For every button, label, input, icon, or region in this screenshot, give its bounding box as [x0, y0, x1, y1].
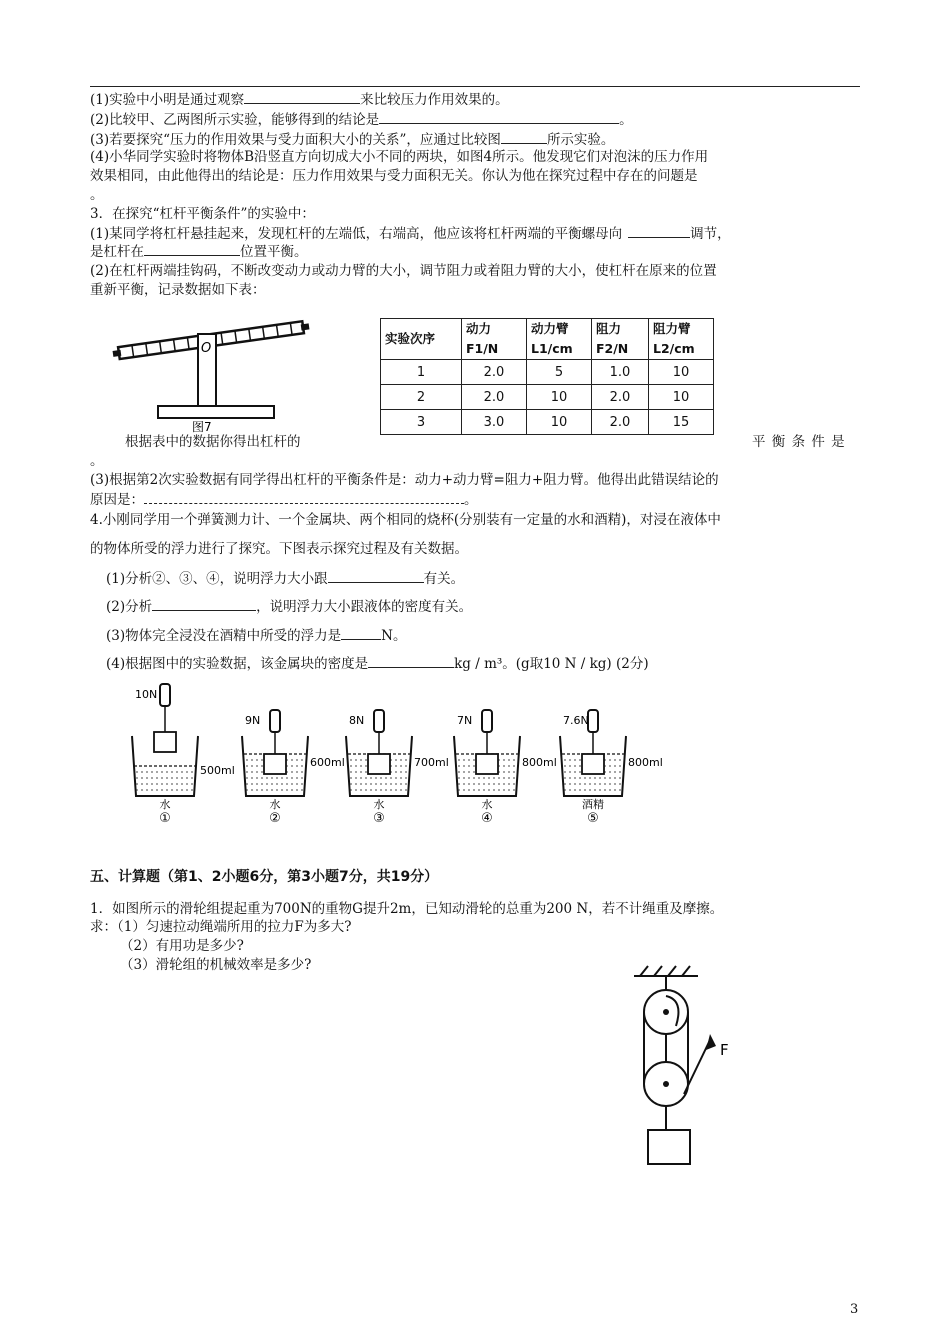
- metal-block: [264, 754, 286, 774]
- liquid-label: 水: [373, 798, 385, 811]
- question-line: (2)在杠杆两端挂钩码，不断改变动力或动力臂的大小，调节阻力或着阻力臂的大小，使杠杆在原来的位置: [90, 263, 717, 279]
- lever-figure: [112, 300, 312, 436]
- question-text: (1)分析②、③、④，说明浮力大小跟: [106, 571, 328, 587]
- table-cell: 2.0: [592, 385, 649, 410]
- table-cell: 2.0: [462, 385, 527, 410]
- beaker-setup: [454, 710, 557, 826]
- question-line: [106, 626, 406, 645]
- liquid-label: 水: [481, 798, 493, 811]
- spring-scale: [588, 710, 598, 732]
- fulcrum-label: O: [201, 341, 212, 356]
- question-text: kg / m³。(g取10 N / kg) (2分): [454, 656, 649, 672]
- question-line: [106, 654, 649, 673]
- buoyancy-figure: [120, 680, 680, 826]
- question-line: 。: [90, 453, 104, 469]
- beaker-setup: [346, 710, 449, 826]
- question-line: (4)小华同学实验时将物体B沿竖直方向切成大小不同的两块，如图4所示。他发现它们对泡沫的压力作用: [90, 149, 709, 165]
- table-cell: 1: [381, 360, 462, 385]
- question-line: [90, 224, 731, 243]
- question-line: 。: [90, 187, 104, 203]
- page-number: 3: [850, 1302, 859, 1317]
- question-text: N。: [381, 628, 407, 644]
- force-arrow-icon: [706, 1034, 716, 1050]
- lever-base: [158, 406, 274, 418]
- question-text: 。: [464, 492, 478, 508]
- liquid-label: 水: [269, 798, 281, 811]
- question-text: 。: [619, 112, 633, 128]
- answer-blank[interactable]: [144, 242, 240, 256]
- force-reading: 7N: [457, 714, 473, 727]
- table-header-row: [381, 319, 714, 360]
- question-line: 求：（1）匀速拉动绳端所用的拉力F为多大?: [90, 919, 352, 935]
- liquid-label: 水: [159, 798, 171, 811]
- answer-blank[interactable]: [341, 626, 381, 640]
- question-line: [90, 90, 509, 109]
- answer-blank[interactable]: [628, 224, 690, 238]
- question-line: 1．如图所示的滑轮组提起重为700N的重物G提升2m，已知动滑轮的总重为200 N，若不计绳重及摩擦。: [90, 901, 724, 917]
- question-line: [90, 490, 478, 509]
- volume-reading: 600ml: [310, 756, 345, 769]
- question-text: (3)物体完全浸没在酒精中所受的浮力是: [106, 628, 342, 644]
- question-text: ，说明浮力大小跟液体的密度有关。: [256, 599, 473, 615]
- table-cell: 1.0: [592, 360, 649, 385]
- force-reading: 9N: [245, 714, 261, 727]
- question-3-title: 3．在探究“杠杆平衡条件”的实验中：: [90, 206, 315, 222]
- metal-block: [368, 754, 390, 774]
- volume-reading: 800ml: [628, 756, 663, 769]
- setup-index: ①: [159, 811, 171, 826]
- table-row: [381, 385, 714, 410]
- table-header: 动力 F1/N: [462, 319, 527, 360]
- table-cell: 3.0: [462, 410, 527, 435]
- volume-reading: 500ml: [200, 764, 235, 777]
- force-reading: 8N: [349, 714, 365, 727]
- question-text: (3)若要探究“压力的作用效果与受力面积大小的关系”，应通过比较图: [90, 132, 501, 148]
- question-line: （3）滑轮组的机械效率是多少?: [120, 957, 312, 973]
- metal-block: [582, 754, 604, 774]
- answer-blank[interactable]: [368, 654, 454, 668]
- volume-reading: 800ml: [522, 756, 557, 769]
- question-line: [90, 242, 308, 261]
- question-text: 位置平衡。: [240, 244, 308, 260]
- answer-blank[interactable]: [379, 110, 619, 124]
- question-line: [90, 130, 614, 149]
- header-rule: [90, 86, 860, 87]
- setup-index: ④: [481, 811, 493, 826]
- question-line: [90, 110, 633, 129]
- table-header: 动力臂 L1/cm: [527, 319, 592, 360]
- answer-blank[interactable]: [244, 90, 360, 104]
- force-label: F: [720, 1041, 729, 1059]
- question-line: [106, 569, 464, 588]
- spring-scale: [482, 710, 492, 732]
- question-line: 重新平衡，记录数据如下表：: [90, 282, 266, 298]
- beaker-setup: [242, 710, 345, 826]
- volume-reading: 700ml: [414, 756, 449, 769]
- question-text: 原因是：: [90, 492, 144, 508]
- question-text: 平 衡 条 件 是: [752, 434, 846, 450]
- table-row: [381, 360, 714, 385]
- question-line: （2）有用功是多少?: [120, 938, 244, 954]
- liquid-label: 酒精: [582, 798, 604, 811]
- spring-scale: [160, 684, 170, 706]
- table-cell: 10: [649, 385, 714, 410]
- table-header: 实验次序: [381, 319, 462, 360]
- question-text: 来比较压力作用效果的。: [360, 92, 509, 108]
- metal-block: [476, 754, 498, 774]
- spring-scale: [374, 710, 384, 732]
- question-text: (1)某同学将杠杆悬挂起来，发现杠杆的左端低，右端高，他应该将杠杆两端的平衡螺母向: [90, 226, 623, 242]
- question-line: [106, 597, 472, 616]
- table-cell: 2.0: [592, 410, 649, 435]
- table-row: [381, 410, 714, 435]
- question-text: 所示实验。: [546, 132, 615, 148]
- table-cell: 10: [649, 360, 714, 385]
- question-line: (3)根据第2次实验数据有同学得出杠杆的平衡条件是：动力+动力臂=阻力+阻力臂。他得出此错误结论的: [90, 472, 719, 488]
- spring-scale: [270, 710, 280, 732]
- table-header: 阻力 F2/N: [592, 319, 649, 360]
- section-heading: 五、计算题（第1、2小题6分，第3小题7分，共19分）: [90, 869, 439, 885]
- question-text: 根据表中的数据你得出杠杆的: [125, 434, 301, 450]
- pulley-figure: [628, 960, 748, 1170]
- question-text: (1)实验中小明是通过观察: [90, 92, 245, 108]
- lever-data-table: [380, 318, 714, 435]
- beaker-setup: [560, 710, 663, 826]
- question-line: 效果相同，由此他得出的结论是：压力作用效果与受力面积无关。你认为他在探究过程中存在的问题是: [90, 168, 698, 184]
- setup-index: ②: [269, 811, 281, 826]
- table-cell: 2.0: [462, 360, 527, 385]
- table-header: 阻力臂 L2/cm: [649, 319, 714, 360]
- table-cell: 3: [381, 410, 462, 435]
- figure-label: 图7: [192, 420, 212, 434]
- ceiling: [634, 966, 698, 976]
- question-text: 是杠杆在: [90, 244, 144, 260]
- question-text: 调节，: [690, 226, 731, 242]
- question-line: 的物体所受的浮力进行了探究。下图表示探究过程及有关数据。: [90, 541, 468, 557]
- answer-blank[interactable]: [501, 130, 547, 144]
- table-cell: 5: [527, 360, 592, 385]
- answer-blank[interactable]: [144, 490, 464, 504]
- question-text: (4)根据图中的实验数据，该金属块的密度是: [106, 656, 369, 672]
- answer-blank[interactable]: [152, 597, 256, 611]
- table-cell: 10: [527, 385, 592, 410]
- force-reading: 7.6N: [563, 714, 589, 727]
- question-text: (2)比较甲、乙两图所示实验，能够得到的结论是: [90, 112, 380, 128]
- force-reading: 10N: [135, 688, 158, 701]
- table-cell: 15: [649, 410, 714, 435]
- table-cell: 2: [381, 385, 462, 410]
- answer-blank[interactable]: [328, 569, 424, 583]
- table-cell: 10: [527, 410, 592, 435]
- metal-block: [154, 732, 176, 752]
- beaker-setup: [132, 684, 235, 826]
- weight-block: [648, 1130, 690, 1164]
- setup-index: ③: [373, 811, 385, 826]
- question-text: 有关。: [423, 571, 465, 587]
- setup-index: ⑤: [587, 811, 599, 826]
- question-line: 4.小刚同学用一个弹簧测力计、一个金属块、两个相同的烧杯(分别装有一定量的水和酒精)，对浸在液体中: [90, 512, 721, 528]
- question-text: (2)分析: [106, 599, 153, 615]
